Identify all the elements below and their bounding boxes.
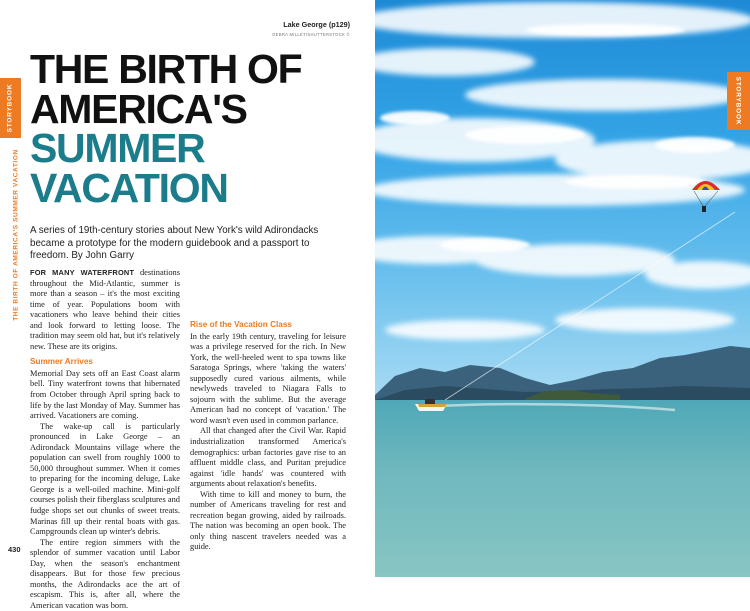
body-paragraph: Memorial Day sets off an East Coast alarm bell. Tiny waterfront towns that hibernated from October through April spring back to life by the last Monday of May. Summer has arrived. Vacationers are coming. — [30, 368, 180, 421]
body-column-1 — [30, 268, 180, 611]
left-page — [0, 0, 375, 610]
caption-title: Lake George (p129) — [283, 20, 350, 29]
body-paragraph: All that changed after the Civil War. Rapid industrialization transformed America's demographics: urban factories gave rise to an affluent middle class, and Puritan prejudice against 'idle hands' was countered with arguments about relaxation's benefits. — [190, 426, 346, 489]
body-paragraph: The entire region simmers with the splendor of summer vacation until Labor Day, when the season's enchantment disappears. But for those few precious months, the Adirondacks ace the art of escapism. This is, after all, where the American vacation was born. — [30, 537, 180, 610]
article-headline — [30, 46, 302, 211]
lead-in: FOR MANY WATERFRONT — [30, 268, 135, 277]
headline-line-2: AMERICA'S — [30, 85, 247, 132]
storybook-tab-right-label: STORYBOOK — [734, 76, 742, 126]
photo-caption — [272, 20, 350, 37]
headline-line-1: THE BIRTH OF — [30, 46, 302, 92]
body-paragraph — [30, 268, 180, 352]
lake-george-photo — [375, 0, 750, 577]
headline-line-3: SUMMER — [30, 125, 205, 171]
subhead-vacation-class: Rise of the Vacation Class — [190, 320, 292, 329]
body-paragraph: With time to kill and money to burn, the number of Americans traveling for rest and recreation began growing, aided by railroads. The nation was becoming an open book. The only thing nascent travelers needed was a guide. — [190, 489, 346, 552]
subhead-summer-arrives: Summer Arrives — [30, 357, 93, 367]
body-column-2 — [190, 268, 346, 553]
body-paragraph: The wake-up call is particularly pronounced in Lake George – an Adirondack Mountains village where the population can swell from roughly 1000 to 50,000 throughout summer. When it comes to preparing for the incoming deluge, Lake George is a well-oiled machine. Mini-golf courses polish their fiberglass sculptures and fudge shops set out chunks of sweet treats. Marinas fill up their rental boats with gas. Campgrounds clean up winter's debris. — [30, 421, 180, 537]
body-paragraph: In the early 19th century, traveling for leisure was a privilege reserved for the rich. In New York, the well-heeled went to spa towns like Saratoga Springs, where 'taking the waters' supposedly cured various ailments, while newlyweds traveled to Niagara Falls to sojourn with the sublime. But the average American had no concept of 'vacation.' The word wasn't even used in common parlance. — [190, 331, 346, 425]
photo-credit: DEBRA MILLET/SHUTTERSTOCK © — [272, 32, 350, 37]
headline-line-4: VACATION — [30, 164, 228, 211]
right-page — [375, 0, 750, 577]
lake-water — [375, 400, 750, 577]
paragraph-text: destinations throughout the Mid-Atlantic, summer is more than a season – it's the most exciting time of year. Populations boom with vacationers who leave behind their cities and look forward to letting loose. The tradition may seem old hat, but it's relatively new. These are its origins. — [30, 268, 180, 351]
article-dek: A series of 19th-century stories about New York's wild Adirondacks became a prototype for the modern guidebook and a passport to freedom. By John Garry — [30, 225, 319, 261]
running-head: THE BIRTH OF AMERICA'S SUMMER VACATION — [12, 149, 20, 321]
storybook-tab-label: STORYBOOK — [6, 83, 14, 133]
page-number: 430 — [8, 545, 21, 554]
